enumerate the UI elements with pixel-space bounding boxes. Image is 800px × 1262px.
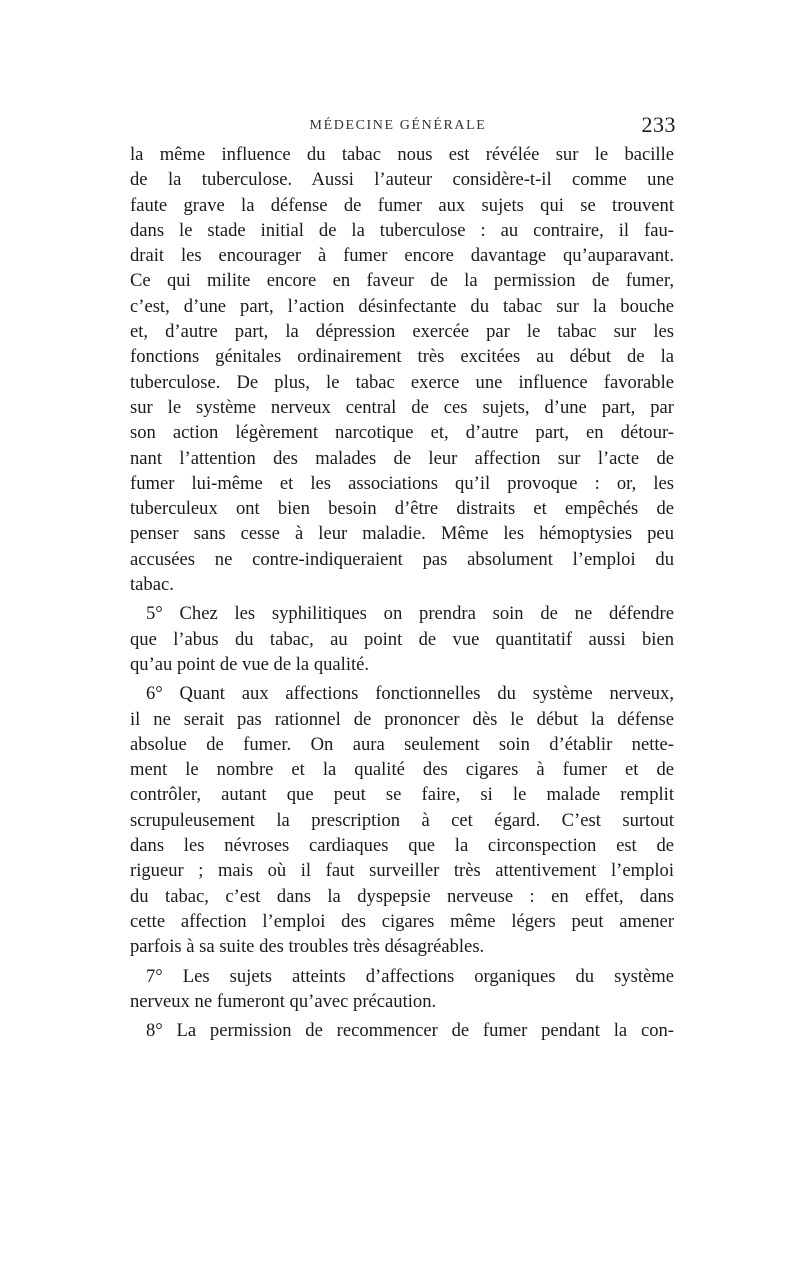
text-line: 7° Les sujets atteints d’affections organiques du système	[146, 965, 674, 987]
paragraph-tobacco-tuberculosis	[130, 142, 674, 597]
text-line: fumer lui-même et les associations qu’il provoque : or, les	[130, 472, 674, 494]
paragraph-item-6-nervous-affections	[130, 681, 674, 959]
text-line: la même influence du tabac nous est révélée sur le bacille	[130, 144, 674, 165]
text-line: tuberculose. De plus, le tabac exerce une influence favorable	[130, 371, 674, 393]
text-line: absolue de fumer. On aura seulement soin d’établir nette-	[130, 733, 674, 755]
text-line: penser sans cesse à leur maladie. Même les hémoptysies peu	[130, 523, 674, 545]
text-line: ment le nombre et la qualité des cigares à fumer et de	[130, 759, 674, 781]
paragraph-item-8-resume-smoking	[130, 1018, 674, 1043]
body-text	[130, 142, 674, 1047]
running-header	[120, 112, 676, 142]
running-title: MÉDECINE GÉNÉRALE	[309, 118, 487, 133]
page-number: 233	[641, 112, 676, 137]
text-line: rigueur ; mais où il faut surveiller très attentivement l’emploi	[130, 860, 674, 882]
text-line: cette affection l’emploi des cigares même légers peut amener	[130, 910, 674, 932]
text-line: scrupuleusement la prescription à cet égard. C’est surtout	[130, 809, 674, 831]
text-line: contrôler, autant que peut se faire, si le malade remplit	[130, 784, 674, 806]
text-line: parfois à sa suite des troubles très désagréables.	[130, 936, 485, 958]
text-line: 5° Chez les syphilitiques on prendra soin de ne défendre	[146, 603, 674, 625]
text-line: tuberculeux ont bien besoin d’être distraits et empêchés de	[130, 498, 674, 520]
text-line: dans les névroses cardiaques que la circonspection est de	[130, 835, 674, 857]
text-line: nerveux ne fumeront qu’avec précaution.	[130, 990, 437, 1012]
text-line: de la tuberculose. Aussi l’auteur considère-t-il comme une	[130, 169, 674, 191]
text-line: Ce qui milite encore en faveur de la permission de fumer,	[130, 270, 674, 292]
text-line: tabac.	[130, 574, 174, 596]
paragraph-item-5-syphilitics	[130, 601, 674, 677]
text-line: qu’au point de vue de la qualité.	[130, 653, 370, 675]
text-line: il ne serait pas rationnel de prononcer dès le début la défense	[130, 708, 674, 730]
paragraph-item-7-organic-affections	[130, 964, 674, 1015]
text-line: du tabac, c’est dans la dyspepsie nerveuse : en effet, dans	[130, 885, 674, 907]
text-line: et, d’autre part, la dépression exercée par le tabac sur les	[130, 321, 674, 343]
text-line: 6° Quant aux affections fonctionnelles du système nerveux,	[146, 683, 674, 705]
text-line: sur le système nerveux central de ces sujets, d’une part, par	[130, 396, 674, 418]
text-line: c’est, d’une part, l’action désinfectante du tabac sur la bouche	[130, 295, 674, 317]
text-line: 8° La permission de recommencer de fumer pendant la con-	[146, 1020, 674, 1042]
text-line: que l’abus du tabac, au point de vue quantitatif aussi bien	[130, 628, 674, 650]
text-line: accusées ne contre-indiqueraient pas absolument l’emploi du	[130, 548, 674, 570]
text-line: nant l’attention des malades de leur affection sur l’acte de	[130, 447, 674, 469]
text-line: faute grave la défense de fumer aux sujets qui se trouvent	[130, 194, 674, 216]
text-line: dans le stade initial de la tuberculose : au contraire, il fau-	[130, 219, 674, 241]
text-line: son action légèrement narcotique et, d’autre part, en détour-	[130, 422, 674, 444]
text-line: drait les encourager à fumer encore davantage qu’auparavant.	[130, 245, 674, 267]
text-line: fonctions génitales ordinairement très excitées au début de la	[130, 346, 674, 368]
